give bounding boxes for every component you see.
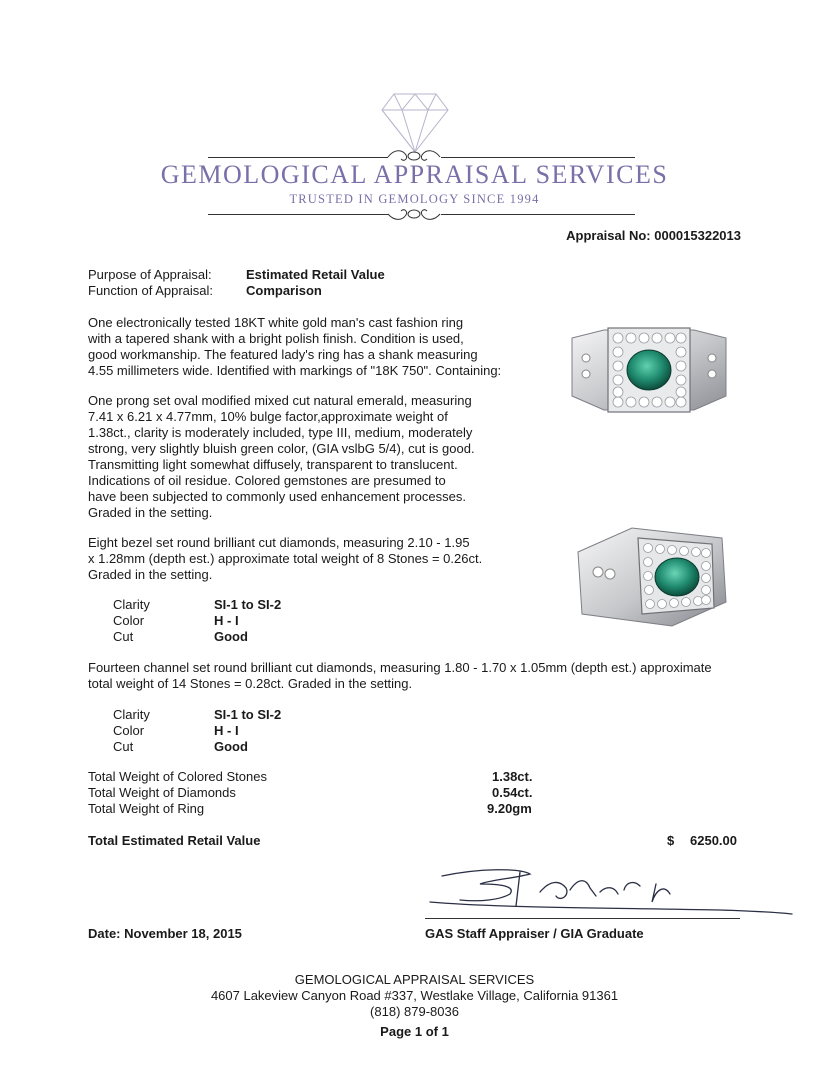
- ring-photo-top: [564, 318, 734, 420]
- total-colored-label: Total Weight of Colored Stones: [88, 769, 267, 784]
- total-diamonds-value: 0.54ct.: [492, 785, 533, 800]
- total-diamonds-label: Total Weight of Diamonds: [88, 785, 236, 800]
- function-label: Function of Appraisal:: [88, 283, 214, 298]
- text-line: 4.55 millimeters wide. Identified with markings of "18K 750". Containing:: [88, 363, 502, 378]
- bezel-color-label: Color: [113, 613, 145, 628]
- text-line: Eight bezel set round brilliant cut diamonds, measuring 2.10 - 1.95: [88, 535, 470, 550]
- text-line: 1.38ct., clarity is moderately included, type III, medium, moderately: [88, 425, 473, 440]
- channel-cut-label: Cut: [113, 739, 134, 754]
- diamond-icon: [380, 92, 450, 154]
- channel-clarity-label: Clarity: [113, 707, 150, 722]
- text-line: strong, very slightly bluish green color, (GIA vslbG 5/4), cut is good.: [88, 441, 475, 456]
- purpose-value: Estimated Retail Value: [246, 267, 385, 282]
- bezel-cut-value: Good: [214, 629, 248, 644]
- text-line: One electronically tested 18KT white gold man's cast fashion ring: [88, 315, 464, 330]
- appraiser-title: GAS Staff Appraiser / GIA Graduate: [425, 926, 644, 941]
- header-top-rule-left: [208, 157, 388, 158]
- bezel-diamonds-description: [88, 535, 482, 583]
- bezel-clarity-label: Clarity: [113, 597, 150, 612]
- text-line: 7.41 x 6.21 x 4.77mm, 10% bulge factor,approximate weight of: [88, 409, 448, 424]
- channel-clarity-value: SI-1 to SI-2: [214, 707, 282, 722]
- text-line: Fourteen channel set round brilliant cut diamonds, measuring 1.80 - 1.70 x 1.05mm (depth est.) approximate: [88, 660, 712, 675]
- text-line: Graded in the setting.: [88, 567, 213, 582]
- flourish-bottom-icon: [384, 204, 444, 224]
- currency-symbol: $: [667, 833, 675, 848]
- footer-page-number: Page 1 of 1: [380, 1024, 449, 1039]
- header-bottom-rule-left: [208, 214, 388, 215]
- emerald-description: [88, 393, 475, 521]
- total-ring-label: Total Weight of Ring: [88, 801, 205, 816]
- appraisal-date: Date: November 18, 2015: [88, 926, 242, 941]
- text-line: Transmitting light somewhat diffusely, transparent to translucent.: [88, 457, 458, 472]
- purpose-label: Purpose of Appraisal:: [88, 267, 212, 282]
- bezel-clarity-value: SI-1 to SI-2: [214, 597, 282, 612]
- company-tagline: TRUSTED IN GEMOLOGY SINCE 1994: [289, 192, 540, 206]
- footer-phone: (818) 879-8036: [370, 1004, 459, 1019]
- company-name: GEMOLOGICAL APPRAISAL SERVICES: [160, 160, 669, 189]
- signature-line: [425, 918, 740, 919]
- text-line: total weight of 14 Stones = 0.28ct. Graded in the setting.: [88, 676, 413, 691]
- footer-address: 4607 Lakeview Canyon Road #337, Westlake Village, California 91361: [210, 988, 619, 1003]
- retail-value-label: Total Estimated Retail Value: [88, 833, 261, 848]
- total-ring-value: 9.20gm: [487, 801, 532, 816]
- channel-color-value: H - I: [214, 723, 239, 738]
- text-line: Indications of oil residue. Colored gemstones are presumed to: [88, 473, 446, 488]
- appraisal-number: Appraisal No: 000015322013: [566, 228, 741, 243]
- channel-cut-value: Good: [214, 739, 248, 754]
- retail-value: 6250.00: [690, 833, 737, 848]
- ring-description: [88, 315, 501, 379]
- channel-color-label: Color: [113, 723, 145, 738]
- signature-image: [420, 862, 800, 922]
- channel-diamonds-description: [88, 660, 748, 692]
- bezel-color-value: H - I: [214, 613, 239, 628]
- text-line: with a tapered shank with a bright polish finish. Condition is used,: [88, 331, 464, 346]
- text-line: x 1.28mm (depth est.) approximate total weight of 8 Stones = 0.26ct.: [88, 551, 483, 566]
- text-line: Graded in the setting.: [88, 505, 213, 520]
- text-line: One prong set oval modified mixed cut natural emerald, measuring: [88, 393, 472, 408]
- text-line: good workmanship. The featured lady's ring has a shank measuring: [88, 347, 478, 362]
- total-colored-value: 1.38ct.: [492, 769, 533, 784]
- text-line: have been subjected to commonly used enhancement processes.: [88, 489, 466, 504]
- ring-photo-side: [572, 522, 732, 632]
- function-value: Comparison: [246, 283, 322, 298]
- footer-company: GEMOLOGICAL APPRAISAL SERVICES: [294, 972, 535, 987]
- bezel-cut-label: Cut: [113, 629, 134, 644]
- header-top-rule-right: [441, 157, 635, 158]
- header-bottom-rule-right: [441, 214, 635, 215]
